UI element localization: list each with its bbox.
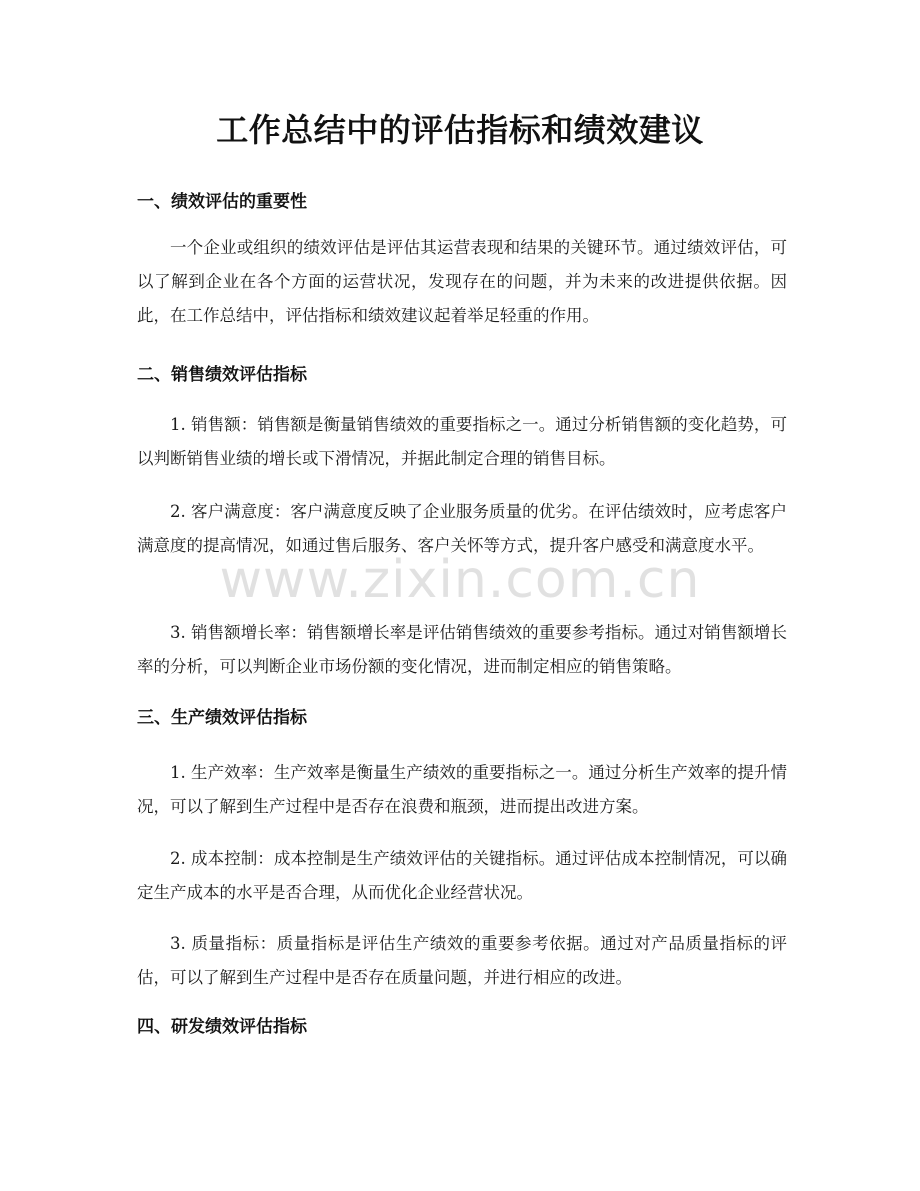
watermark-text: www.zixin.com.cn: [219, 550, 701, 610]
section-heading-importance: 一、绩效评估的重要性: [137, 192, 307, 212]
paragraph-customer-satisfaction: 2. 客户满意度：客户满意度反映了企业服务质量的优劣。在评估绩效时，应考虑客户满意度的提高情况，如通过售后服务、客户关怀等方式，提升客户感受和满意度水平。: [137, 502, 787, 555]
paragraph-production-efficiency: 1. 生产效率：生产效率是衡量生产绩效的重要指标之一。通过分析生产效率的提升情况，可以了解到生产过程中是否存在浪费和瓶颈，进而提出改进方案。: [137, 763, 787, 816]
page-title: 工作总结中的评估指标和绩效建议: [216, 111, 704, 149]
paragraph-sales-revenue: 1. 销售额：销售额是衡量销售绩效的重要指标之一。通过分析销售额的变化趋势，可以判断销售业绩的增长或下滑情况，并据此制定合理的销售目标。: [137, 415, 787, 468]
paragraph-importance: 一个企业或组织的绩效评估是评估其运营表现和结果的关键环节。通过绩效评估，可以了解到企业在各个方面的运营状况，发现存在的问题，并为未来的改进提供依据。因此，在工作总结中，评估指标和绩效建议起着举足轻重的作用。: [137, 238, 787, 325]
section-heading-rnd: 四、研发绩效评估指标: [137, 1017, 307, 1037]
section-heading-production: 三、生产绩效评估指标: [137, 708, 307, 728]
section-heading-sales: 二、销售绩效评估指标: [137, 365, 307, 385]
paragraph-quality: 3. 质量指标：质量指标是评估生产绩效的重要参考依据。通过对产品质量指标的评估，可以了解到生产过程中是否存在质量问题，并进行相应的改进。: [137, 934, 787, 987]
paragraph-cost-control: 2. 成本控制：成本控制是生产绩效评估的关键指标。通过评估成本控制情况，可以确定生产成本的水平是否合理，从而优化企业经营状况。: [137, 849, 787, 902]
paragraph-sales-growth: 3. 销售额增长率：销售额增长率是评估销售绩效的重要参考指标。通过对销售额增长率的分析，可以判断企业市场份额的变化情况，进而制定相应的销售策略。: [137, 623, 787, 676]
